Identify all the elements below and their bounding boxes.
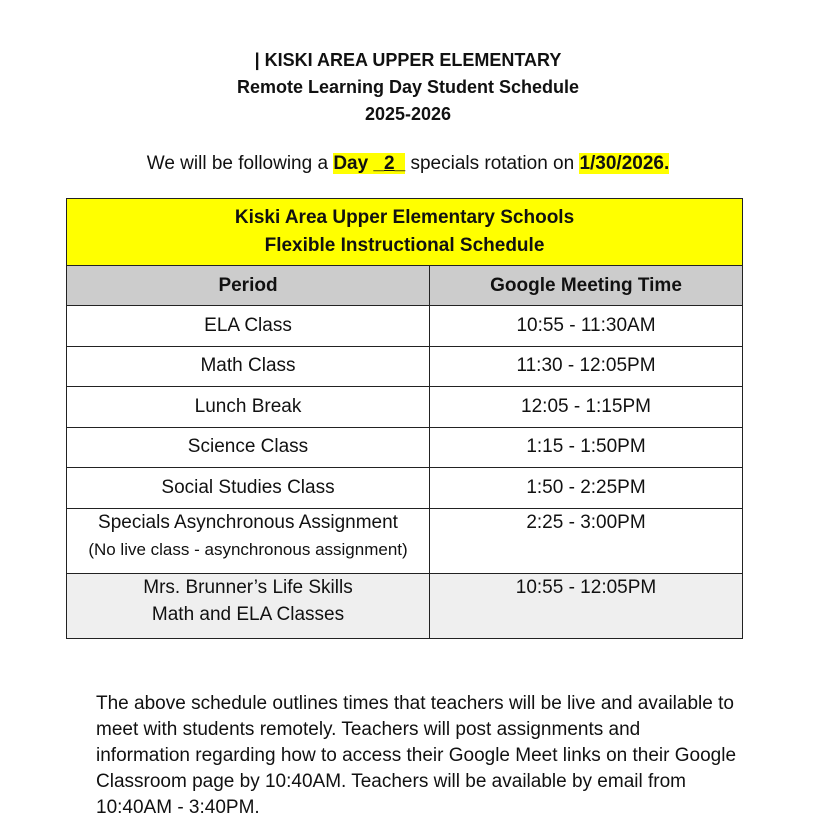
school-year: 2025-2026 (364, 104, 452, 124)
time-cell: 10:55 - 11:30AM (430, 306, 743, 347)
specials-time-cell: 2:25 - 3:00PM (430, 508, 743, 573)
table-row (67, 306, 743, 347)
table-row (67, 346, 743, 387)
table-row (67, 427, 743, 468)
period-cell: Lunch Break (67, 387, 430, 428)
schedule-table (66, 198, 743, 639)
schedule-notes-paragraph: The above schedule outlines times that teachers will be live and available to meet with students remotely. Teachers will post assignments and information regarding how to access their Google Meet links on their Google Classroom page by 10:40AM. Teachers will be available by email from 10:40AM - 3:40PM. (96, 693, 737, 818)
document-header (0, 47, 816, 128)
day-blank-right: _ (394, 153, 406, 174)
table-row (67, 468, 743, 509)
column-header-time: Google Meeting Time (430, 266, 743, 306)
schedule-title: Remote Learning Day Student Schedule (236, 77, 580, 97)
specials-period-cell (67, 508, 430, 573)
table-row-specials (67, 508, 743, 573)
table-title-cell (67, 199, 743, 266)
period-cell: Science Class (67, 427, 430, 468)
time-cell: 1:50 - 2:25PM (430, 468, 743, 509)
school-name: | KISKI AREA UPPER ELEMENTARY (254, 50, 562, 70)
table-title-line2: Flexible Instructional Schedule (264, 235, 545, 256)
life-skills-line1: Mrs. Brunner’s Life Skills (143, 576, 353, 598)
table-title-row (67, 199, 743, 266)
day-highlight (333, 153, 405, 174)
table-row-life-skills (67, 573, 743, 638)
table-title-line1: Kiski Area Upper Elementary Schools (234, 207, 575, 228)
specials-period-label: Specials Asynchronous Assignment (98, 511, 398, 533)
column-header-row (67, 266, 743, 306)
specials-note: (No live class - asynchronous assignment) (88, 539, 408, 559)
day-word: Day (333, 153, 374, 174)
life-skills-line2: Math and ELA Classes (151, 603, 345, 625)
table-row (67, 387, 743, 428)
day-blank-left: _ (373, 153, 385, 174)
rotation-sentence (0, 150, 816, 178)
time-cell: 11:30 - 12:05PM (430, 346, 743, 387)
period-cell: Math Class (67, 346, 430, 387)
column-header-period: Period (67, 266, 430, 306)
period-cell: Social Studies Class (67, 468, 430, 509)
time-cell: 1:15 - 1:50PM (430, 427, 743, 468)
rotation-middle: specials rotation on (405, 153, 580, 174)
period-cell: ELA Class (67, 306, 430, 347)
life-skills-period-cell (67, 573, 430, 638)
life-skills-time-cell: 10:55 - 12:05PM (430, 573, 743, 638)
rotation-date: 1/30/2026. (579, 153, 670, 174)
rotation-prefix: We will be following a (146, 153, 334, 174)
time-cell: 12:05 - 1:15PM (430, 387, 743, 428)
day-number: 2 (384, 153, 395, 174)
